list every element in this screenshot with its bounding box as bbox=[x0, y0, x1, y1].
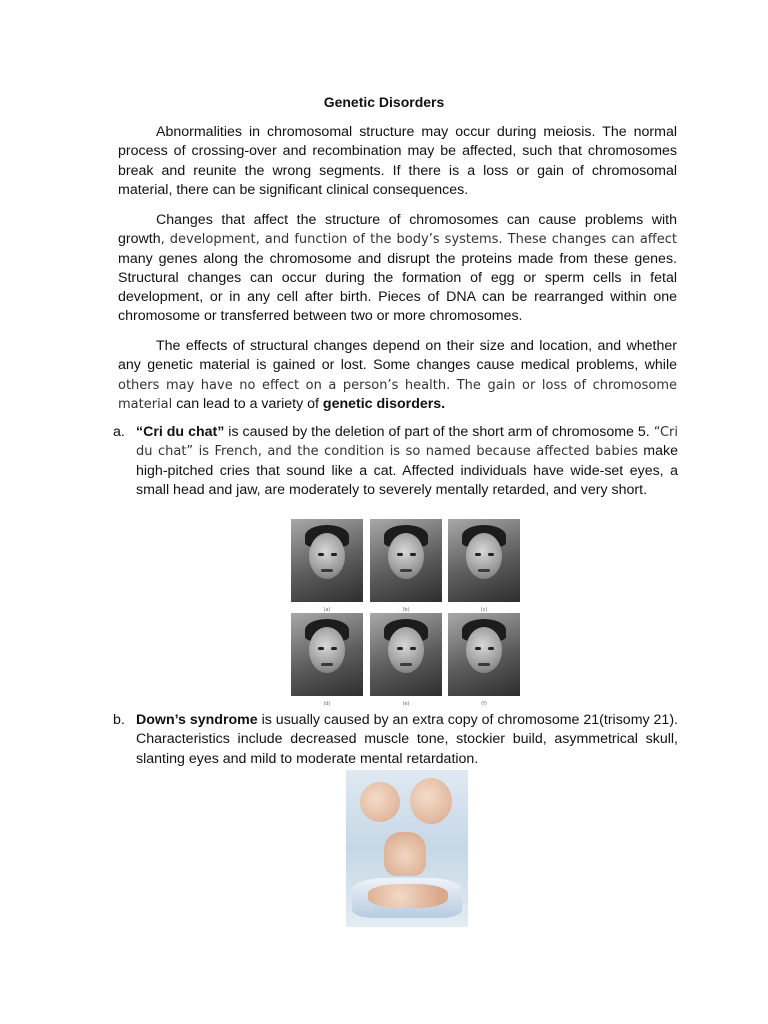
page-title: Genetic Disorders bbox=[323, 94, 445, 110]
paragraph-2-text-a: Changes that affect the structure of chromosomes can cause problems with growth bbox=[118, 212, 677, 248]
paragraph-3-text-a: The effects of structural changes depend on their size and location, and whether any genetic material is gained or lost. Some changes cause medical problems, while bbox=[118, 338, 677, 374]
genetic-disorders-bold: genetic disorders. bbox=[322, 395, 446, 412]
paragraph-1-text: Abnormalities in chromosomal structure may occur during meiosis. The normal process of crossing-over and recombination may be affected, such that chromosomes break and reunite the wrong segments. If there is a loss or gain of chromosomal material, there can be significant clinical consequences. bbox=[118, 124, 677, 198]
patient-photo bbox=[291, 613, 363, 707]
patient-photo bbox=[448, 613, 520, 707]
list-item-downs-syndrome bbox=[113, 711, 678, 769]
downs-syndrome-illustration bbox=[346, 770, 468, 927]
cri-du-chat-text-3: make high-pitched cries that sound like a cat. Affected individuals have wide-set eyes, a small head and jaw, are moderately to severely mentally retarded, and very short. bbox=[136, 443, 678, 498]
paragraph-3 bbox=[118, 337, 677, 414]
photo-caption: (b) bbox=[402, 607, 410, 613]
list-marker: b. bbox=[113, 712, 125, 728]
infant-face-image bbox=[360, 782, 400, 822]
paragraph-2-text-b: , development, and function of the body’s systems. These changes can affect bbox=[160, 232, 677, 248]
paragraph-2-text-c: many genes along the chromosome and disrupt the proteins made from these genes. Structural changes can occur during the formation of egg or sperm cells in fetal development, or in any cell after birth. Pieces of DNA can be rearranged within one chromosome or transferred between two or more chromosomes. bbox=[118, 250, 677, 325]
photo-caption: (e) bbox=[402, 701, 410, 707]
term-downs-syndrome: Down’s syndrome bbox=[136, 712, 258, 728]
patient-photo bbox=[370, 519, 442, 613]
list-item-cri-du-chat bbox=[113, 423, 678, 500]
infant-hand-image bbox=[384, 832, 426, 876]
patient-photo bbox=[291, 519, 363, 613]
infant-profile-image bbox=[410, 778, 452, 824]
list-marker: a. bbox=[113, 424, 125, 440]
photo-caption: (a) bbox=[323, 607, 331, 613]
infant-body-image bbox=[368, 884, 448, 908]
paragraph-3-text-b: others may have no effect on a person’s health. The gain or loss of chromosome material bbox=[118, 377, 677, 412]
patient-photo bbox=[370, 613, 442, 707]
patient-photo bbox=[448, 519, 520, 613]
cri-du-chat-photo-grid bbox=[291, 519, 520, 707]
photo-caption: (f) bbox=[481, 701, 487, 707]
list-item-body bbox=[136, 423, 678, 500]
cri-du-chat-text-1: is caused by the deletion of part of the short arm of chromosome 5. bbox=[224, 424, 654, 440]
term-cri-du-chat: “Cri du chat” bbox=[136, 424, 225, 440]
photo-caption: (d) bbox=[323, 701, 331, 707]
cri-du-chat-text-2: “Cri du chat” is French, and the condition is so named because affected babies bbox=[136, 425, 678, 460]
paragraph-2 bbox=[118, 211, 677, 327]
photo-caption: (c) bbox=[480, 607, 488, 613]
paragraph-3-text-c: can lead to a variety of bbox=[172, 395, 323, 412]
downs-syndrome-text: is usually caused by an extra copy of chromosome 21(trisomy 21). Characteristics include decreased muscle tone, stockier build, asymmetrical skull, slanting eyes and mild to moderate mental retardation. bbox=[136, 712, 678, 767]
paragraph-1 bbox=[118, 123, 677, 200]
list-item-body bbox=[136, 711, 678, 769]
